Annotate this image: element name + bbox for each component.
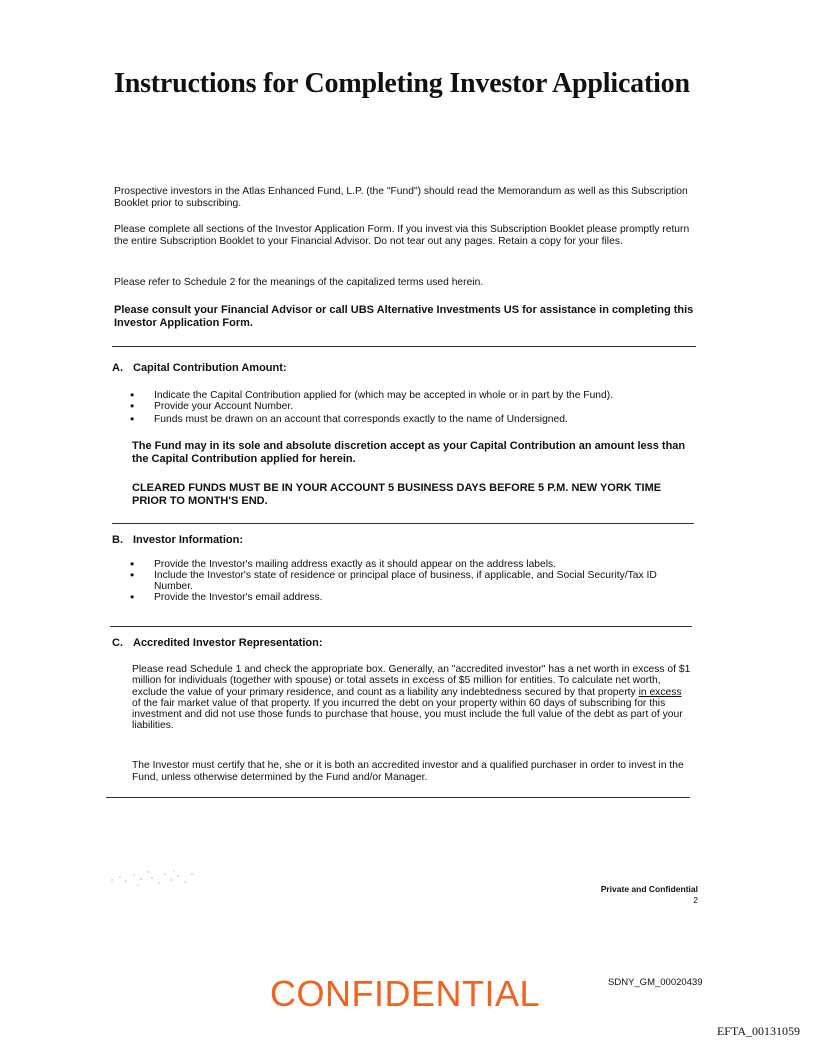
- intro-paragraph-3: Please refer to Schedule 2 for the meanings of the capitalized terms used herein.: [114, 277, 484, 288]
- list-item: • Provide the Investor's mailing address exactly as it should appear on the address labels.: [130, 559, 695, 570]
- section-c-title: Accredited Investor Representation:: [133, 637, 323, 649]
- section-a-bullets: [130, 390, 695, 425]
- list-item: • Provide the Investor's email address.: [130, 592, 695, 603]
- list-item: • Provide your Account Number.: [130, 401, 695, 412]
- list-item: • Funds must be drawn on an account that corresponds exactly to the name of Undersigned.: [130, 414, 695, 425]
- bates-number: SDNY_GM_00020439: [608, 977, 703, 988]
- section-a-note-1: The Fund may in its sole and absolute discretion accept as your Capital Contribution an amount less than the Capital Contribution applied for herein.: [132, 440, 686, 465]
- section-c-text: of the fair market value of that property. If you incurred the debt on your property within 60 days of subscribing for this investment and did not use those funds to purchase that house, you must include the full value of the debt as part of your liabilities.: [132, 697, 683, 732]
- page-number: 2: [693, 895, 698, 905]
- intro-paragraph-2: Please complete all sections of the Investor Application Form. If you invest via this Subscription Booklet please promptly return the entire Subscription Booklet to your Financial Advisor. Do not tear out any pages. Retain a copy for your files.: [114, 224, 690, 247]
- divider: [106, 797, 690, 798]
- private-label: Private and Confidential: [600, 884, 698, 894]
- section-c-heading: [112, 637, 323, 649]
- section-b-heading: [112, 534, 243, 546]
- section-a-title: Capital Contribution Amount:: [133, 362, 287, 374]
- section-c-text: Please read Schedule 1 and check the appropriate box. Generally, an "accredited investor" has a net worth in excess of $1 million for individuals (together with spouse) or total assets in excess of $5 million for entities. To calculate net worth, exclude the value of your primary residence, and count as a liability any indebtedness secured by that property: [132, 664, 691, 698]
- section-c-paragraph-2: The Investor must certify that he, she or it is both an accredited investor and a qualified purchaser in order to invest in the Fund, unless otherwise determined by the Fund and/or Manager.: [132, 760, 684, 783]
- page-title: Instructions for Completing Investor Application: [114, 68, 690, 99]
- confidential-stamp: CONFIDENTIAL: [270, 973, 541, 1014]
- efta-number: EFTA_00131059: [716, 1024, 800, 1038]
- section-a-note-2: CLEARED FUNDS MUST BE IN YOUR ACCOUNT 5 BUSINESS DAYS BEFORE 5 P.M. NEW YORK TIME PRIOR TO MONTH'S END.: [132, 482, 662, 507]
- consult-note: Please consult your Financial Advisor or call UBS Alternative Investments US for assistance in completing this Investor Application Form.: [114, 304, 694, 329]
- section-c-letter: C.: [112, 637, 123, 649]
- list-item: • Include the Investor's state of residence or principal place of business, if applicable, and Social Security/Tax ID Number.: [130, 570, 695, 592]
- section-b-bullets: [130, 559, 695, 603]
- list-item: • Indicate the Capital Contribution applied for (which may be accepted in whole or in part by the Fund).: [130, 390, 695, 401]
- underlined-phrase: in excess: [638, 686, 682, 698]
- section-a-heading: [112, 362, 287, 374]
- section-a-letter: A.: [112, 362, 123, 374]
- section-c-paragraph-1: [132, 664, 692, 732]
- divider: [110, 626, 692, 627]
- section-b-title: Investor Information:: [133, 534, 244, 546]
- footer-private-confidential: [601, 884, 698, 906]
- divider: [112, 523, 694, 524]
- scan-speckle: [108, 866, 198, 888]
- intro-paragraph-1: Prospective investors in the Atlas Enhanced Fund, L.P. (the "Fund") should read the Memorandum as well as this Subscription Booklet prior to subscribing.: [114, 186, 688, 209]
- divider: [112, 346, 696, 347]
- section-b-letter: B.: [112, 534, 123, 546]
